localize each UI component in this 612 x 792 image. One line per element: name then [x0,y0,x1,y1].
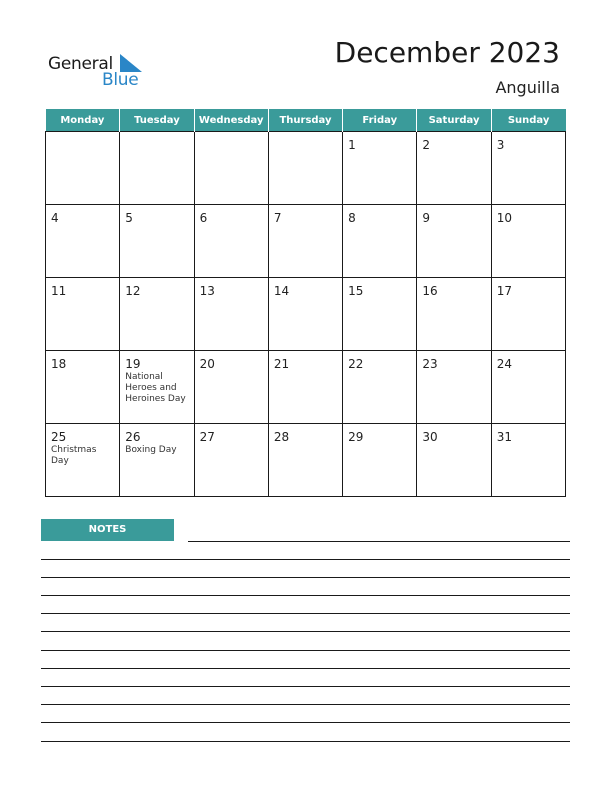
day-number: 13 [199,284,215,298]
day-number: 20 [199,357,215,371]
notes-line [41,704,570,705]
day-cell [268,351,342,424]
day-number: 16 [422,284,438,298]
day-cell [491,424,565,497]
day-number: 2 [422,138,431,152]
day-number: 22 [348,357,364,371]
day-number: 27 [199,430,215,444]
day-number: 11 [51,284,67,298]
day-cell [46,278,120,351]
notes-line [41,722,570,723]
notes-line [41,595,570,596]
day-cell [46,132,120,205]
week-row [46,132,566,205]
day-number: 9 [422,211,431,225]
weekday-header: Thursday [268,109,342,132]
notes-line [41,577,570,578]
day-number: 19 [125,357,141,371]
day-number: 8 [348,211,356,225]
page-title: December 2023 [334,36,560,69]
notes-line [41,668,570,669]
day-cell [268,278,342,351]
day-cell [120,205,194,278]
day-number: 12 [125,284,141,298]
day-cell [417,424,491,497]
notes-line [41,613,570,614]
day-cell [268,424,342,497]
day-number: 29 [348,430,364,444]
day-number: 14 [273,284,290,298]
day-cell [120,351,194,424]
day-number: 26 [125,430,141,444]
day-cell [491,351,565,424]
holiday-label: Christmas Day [51,445,97,466]
weekday-header: Tuesday [120,109,194,132]
day-cell [268,205,342,278]
notes-line [41,650,570,651]
day-cell [46,205,120,278]
weekday-header: Monday [46,109,120,132]
day-cell [491,278,565,351]
week-row [46,424,566,497]
day-cell [417,351,491,424]
day-cell [417,132,491,205]
week-row [46,278,566,351]
day-cell [343,278,417,351]
day-number: 3 [496,138,505,152]
day-number: 1 [348,138,356,152]
weekday-header: Friday [343,109,417,132]
day-cell [343,132,417,205]
day-cell [120,424,194,497]
calendar-grid [45,109,566,497]
day-cell [194,132,268,205]
day-number: 7 [273,211,282,225]
day-cell [194,424,268,497]
day-number: 25 [51,430,67,444]
weekday-header: Saturday [417,109,491,132]
logo-word-blue: Blue [102,70,139,90]
day-number: 17 [496,284,512,298]
day-cell [417,205,491,278]
day-cell [194,351,268,424]
day-number: 6 [199,211,208,225]
day-number: 5 [125,211,133,225]
holiday-label: National Heroes and Heroines Day [125,372,186,404]
notes-line [41,686,570,687]
day-number: 23 [422,357,438,371]
country-label: Anguilla [495,78,560,97]
day-cell [343,424,417,497]
notes-line [188,541,570,542]
week-row [46,351,566,424]
day-number: 15 [348,284,364,298]
day-cell [343,205,417,278]
day-cell [268,132,342,205]
day-number: 4 [51,211,59,225]
day-number: 21 [273,357,290,371]
day-cell [491,205,565,278]
logo [48,52,158,92]
weekday-header: Sunday [491,109,565,132]
day-number: 10 [496,211,512,225]
day-cell [343,351,417,424]
day-number: 24 [496,357,512,371]
notes-label: NOTES [41,519,174,541]
day-cell [120,278,194,351]
day-number: 30 [422,430,438,444]
notes-line [41,631,570,632]
day-number: 31 [496,430,512,444]
week-row [46,205,566,278]
weekday-header: Wednesday [194,109,268,132]
day-cell [491,132,565,205]
logo-word-general: General [48,54,113,74]
day-cell [417,278,491,351]
day-cell [46,424,120,497]
weekday-header-row [46,109,566,132]
day-cell [46,351,120,424]
day-number: 18 [51,357,67,371]
day-cell [194,278,268,351]
day-cell [194,205,268,278]
day-cell [120,132,194,205]
day-number: 28 [273,430,290,444]
notes-line [41,559,570,560]
holiday-label: Boxing Day [125,445,177,455]
notes-line [41,741,570,742]
